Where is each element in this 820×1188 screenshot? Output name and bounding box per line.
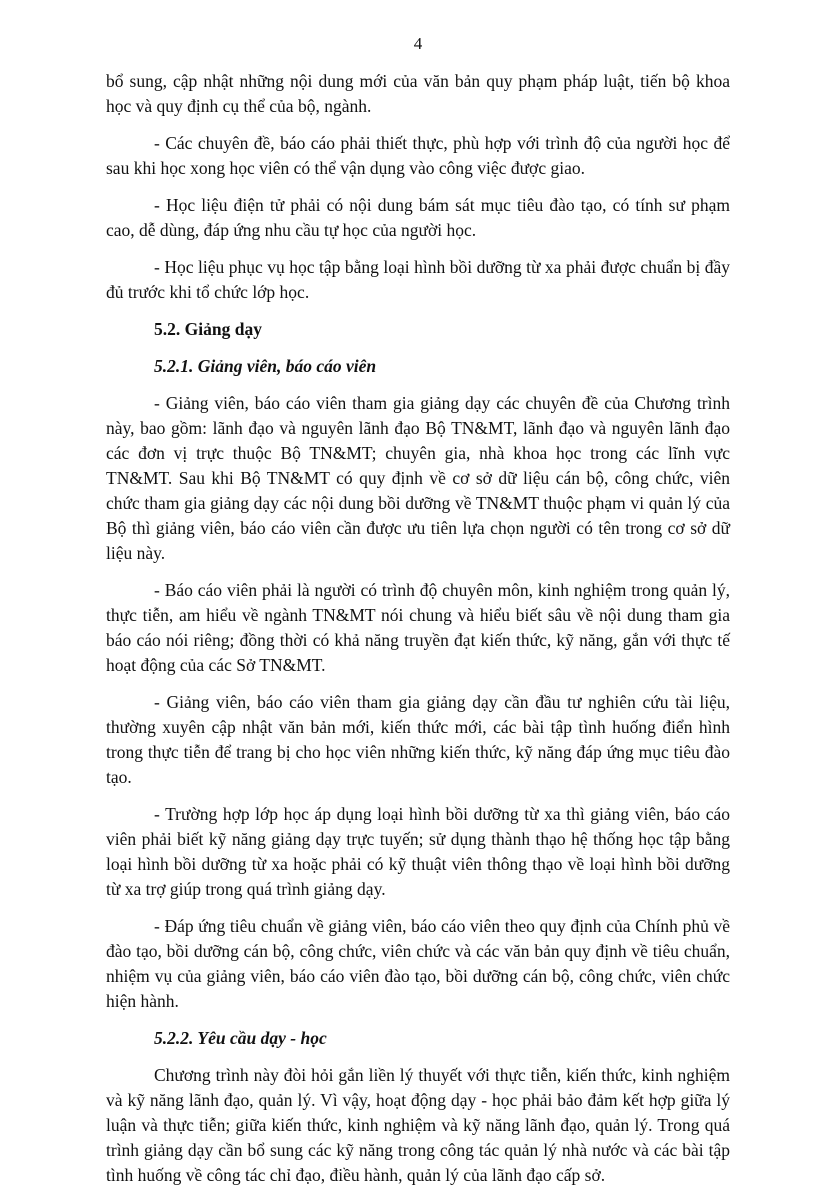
paragraph-standards: - Đáp ứng tiêu chuẩn về giảng viên, báo cáo viên theo quy định của Chính phủ về đào tạo, bồi dưỡng cán bộ, công chức, viên chức và các văn bản quy định về tiêu chuẩn, nhiệm vụ của giảng viên, báo cáo viên đào tạo, bồi dưỡng cán bộ, công chức, viên chức hiện hành. (106, 916, 730, 1011)
paragraph-teaching-requirements: Chương trình này đòi hỏi gắn liền lý thuyết với thực tiễn, kiến thức, kinh nghiệm và kỹ năng lãnh đạo, quản lý. Vì vậy, hoạt động dạy - học phải bảo đảm kết hợp giữa lý luận và thực tiễn; giữa kiến thức, kinh nghiệm và kỹ năng lãnh đạo, quản lý. Trong quá trình giảng dạy cần bổ sung các kỹ năng trong công tác quản lý nhà nước và các bài tập tình huống về công tác chỉ đạo, điều hành, quản lý của lãnh đạo cấp sở. (106, 1065, 730, 1185)
section-heading-5-2-1: 5.2.1. Giảng viên, báo cáo viên (154, 356, 377, 376)
paragraph-e-learning-materials: - Học liệu điện tử phải có nội dung bám sát mục tiêu đào tạo, có tính sư phạm cao, dễ dùng, đáp ứng nhu cầu tự học của người học. (106, 195, 730, 240)
page-number: 4 (413, 34, 423, 53)
section-heading-5-2: 5.2. Giảng dạy (154, 319, 262, 339)
paragraph-topics-requirement: - Các chuyên đề, báo cáo phải thiết thực, phù hợp với trình độ của người học để sau khi học xong học viên có thể vận dụng vào công việc được giao. (106, 133, 730, 178)
paragraph-online-teaching: - Trường hợp lớp học áp dụng loại hình bồi dưỡng từ xa thì giảng viên, báo cáo viên phải biết kỹ năng giảng dạy trực tuyến; sử dụng thành thạo hệ thống học tập bằng loại hình bồi dưỡng từ xa hoặc phải có kỹ thuật viên thông thạo về loại hình bồi dưỡng từ xa trợ giúp trong quá trình giảng dạy. (106, 804, 730, 899)
section-heading-5-2-2: 5.2.2. Yêu cầu dạy - học (154, 1028, 327, 1048)
paragraph-presenters-qualification: - Báo cáo viên phải là người có trình độ chuyên môn, kinh nghiệm trong quản lý, thực tiễn, am hiểu về ngành TN&MT nói chung và hiểu biết sâu về nội dung tham gia báo cáo nói riêng; đồng thời có khả năng truyền đạt kiến thức, kỹ năng, gắn với thực tế hoạt động của các Sở TN&MT. (106, 580, 730, 675)
paragraph-lecturers-research: - Giảng viên, báo cáo viên tham gia giảng dạy cần đầu tư nghiên cứu tài liệu, thường xuyên cập nhật văn bản mới, kiến thức mới, các bài tập tình huống điển hình trong thực tiễn để trang bị cho học viên những kiến thức, kỹ năng đáp ứng mục tiêu đào tạo. (106, 692, 730, 787)
paragraph-lecturers: - Giảng viên, báo cáo viên tham gia giảng dạy các chuyên đề của Chương trình này, bao gồm: lãnh đạo và nguyên lãnh đạo Bộ TN&MT, lãnh đạo và nguyên lãnh đạo các đơn vị trực thuộc Bộ TN&MT; chuyên gia, nhà khoa học trong các lĩnh vực TN&MT. Sau khi Bộ TN&MT có quy định về cơ sở dữ liệu cán bộ, công chức, viên chức tham gia giảng dạy các nội dung bồi dưỡng về TN&MT thuộc phạm vi quản lý của Bộ thì giảng viên, báo cáo viên cần được ưu tiên lựa chọn người có tên trong cơ sở dữ liệu này. (106, 393, 730, 563)
paragraph-distance-learning-materials: - Học liệu phục vụ học tập bằng loại hình bồi dưỡng từ xa phải được chuẩn bị đầy đủ trước khi tổ chức lớp học. (106, 257, 730, 302)
paragraph-continuation: bổ sung, cập nhật những nội dung mới của văn bản quy phạm pháp luật, tiến bộ khoa học và quy định cụ thể của bộ, ngành. (106, 71, 730, 116)
